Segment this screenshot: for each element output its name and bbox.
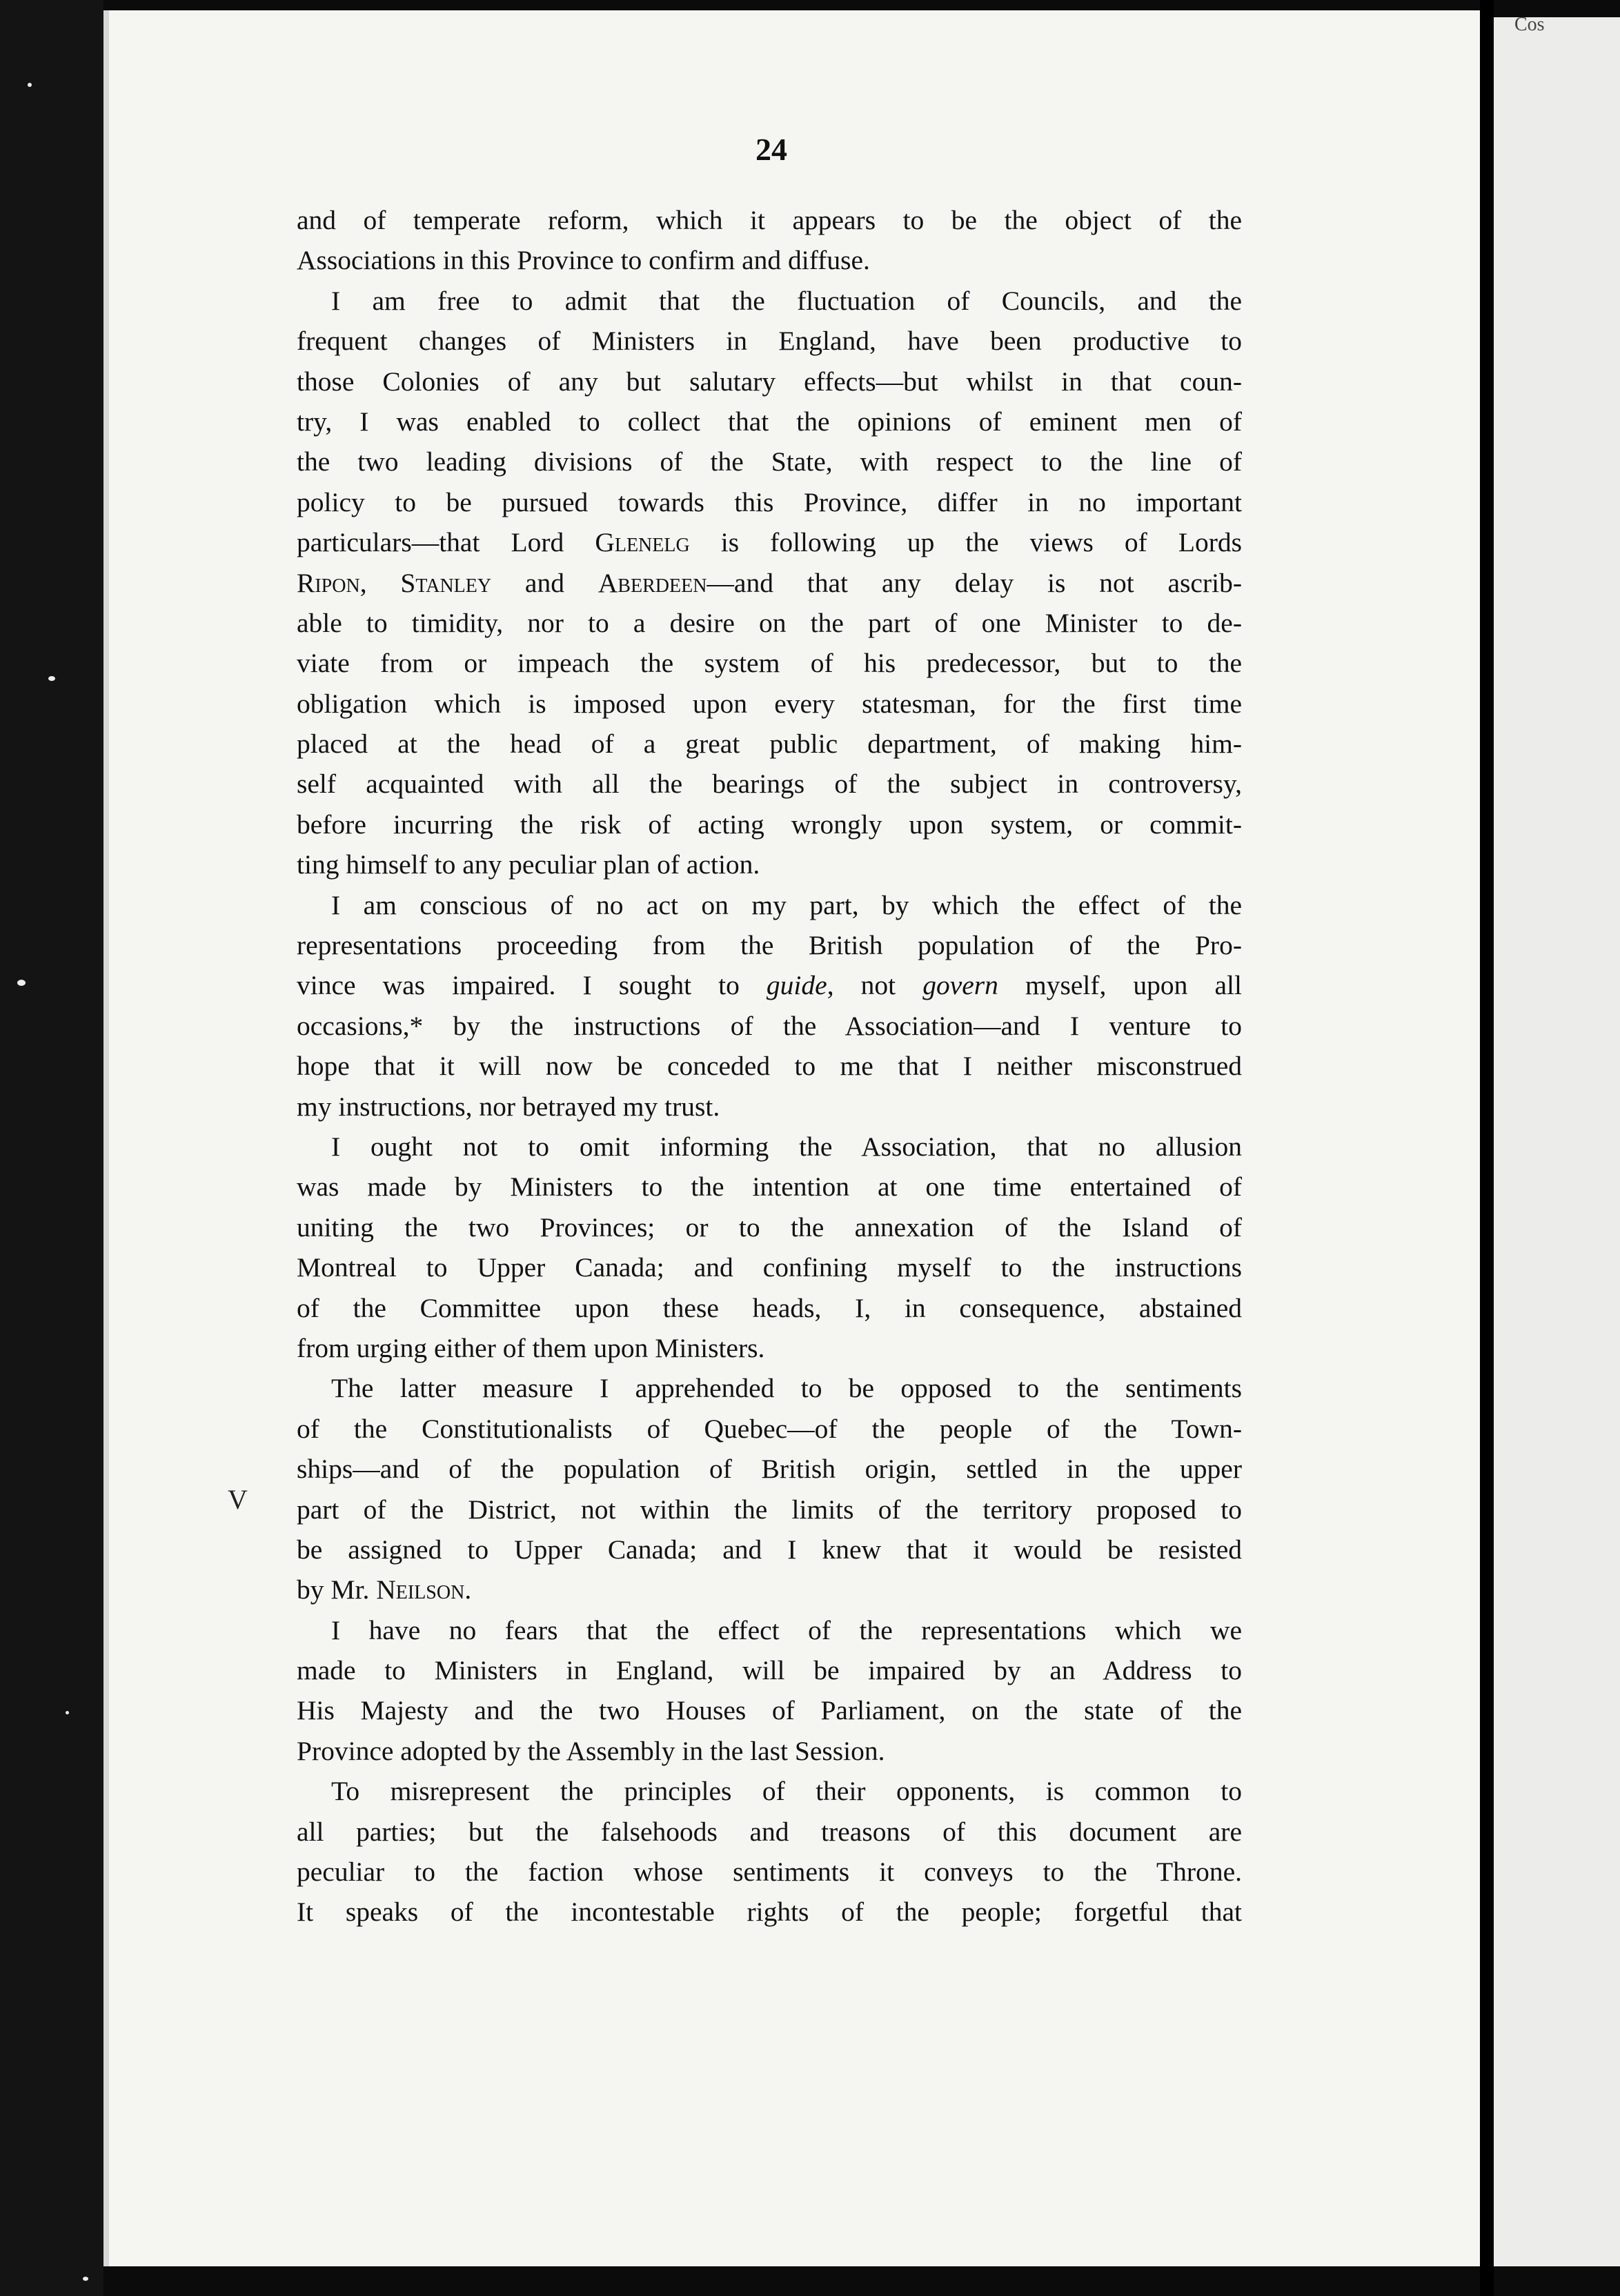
paragraph-start: I have no fears that the effect of the representations which we [331, 1614, 1242, 1645]
text-line: Province adopted by the Assembly in the last Session. [297, 1735, 885, 1766]
text-line: from urging either of them upon Ministers. [297, 1332, 765, 1363]
name-ripon: Ripon [297, 567, 360, 598]
text-line [297, 522, 1242, 562]
scan-speck [66, 1711, 69, 1714]
scan-speck [28, 83, 32, 87]
text-fragment: and [491, 567, 598, 598]
text-line: and of temperate reform, which it appears to be the object of the [297, 205, 1242, 235]
text-line: be assigned to Upper Canada; and I knew that it would be resisted [297, 1534, 1242, 1565]
text-line: Associations in this Province to confirm and diffuse. [297, 245, 870, 276]
text-fragment: vince was impaired. I sought to [297, 970, 767, 1001]
text-line: obligation which is imposed upon every statesman, for the first time [297, 688, 1242, 719]
text-line: peculiar to the faction whose sentiments it conveys to the Throne. [297, 1857, 1242, 1888]
text-line: frequent changes of Ministers in England, have been productive to [297, 326, 1242, 357]
name-stanley: Stanley [400, 567, 492, 598]
text-line: His Majesty and the two Houses of Parliament, on the state of the [297, 1695, 1242, 1726]
book-binding [1480, 0, 1494, 2296]
text-fragment: particulars—that Lord [297, 527, 595, 558]
paragraph-start: The latter measure I apprehended to be opposed to the sentiments [331, 1373, 1242, 1404]
text-line: part of the District, not within the limits of the territory proposed to [297, 1494, 1242, 1525]
text-line: ships—and of the population of British origin, settled in the upper [297, 1454, 1242, 1485]
scan-left-edge [0, 0, 103, 2296]
text-line: representations proceeding from the British population of the Pro- [297, 930, 1242, 961]
text-line: all parties; but the falsehoods and treasons of this document are [297, 1816, 1242, 1847]
facing-page-fragment: Cos [1514, 14, 1545, 35]
text-line: placed at the head of a great public department, of making him- [297, 729, 1242, 760]
italic-govern: govern [922, 970, 998, 1001]
text-line: uniting the two Provinces; or to the annexation of the Island of [297, 1211, 1242, 1243]
name-neilson: Neilson [376, 1574, 465, 1605]
text-line: occasions,* by the instructions of the Association—and I venture to [297, 1010, 1242, 1041]
text-line: self acquainted with all the bearings of the subject in controversy, [297, 769, 1242, 800]
text-line: ting himself to any peculiar plan of action. [297, 849, 760, 880]
text-line: viate from or impeach the system of his predecessor, but to the [297, 648, 1242, 679]
paragraph-start: To misrepresent the principles of their opponents, is common to [331, 1776, 1242, 1807]
text-line: my instructions, nor betrayed my trust. [297, 1091, 720, 1122]
text-fragment: myself, upon all [998, 970, 1242, 1001]
text-line: of the Constitutionalists of Quebec—of the people of the Town- [297, 1413, 1242, 1444]
text-line: made to Ministers in England, will be impaired by an Address to [297, 1655, 1242, 1686]
text-line: It speaks of the incontestable rights of the people; forgetful that [297, 1897, 1242, 1928]
text-line [297, 965, 1242, 1005]
name-aberdeen: Aberdeen [597, 567, 707, 598]
paragraph-start: I am free to admit that the fluctuation of Councils, and the [331, 285, 1242, 316]
text-fragment: —and that any delay is not ascrib- [707, 567, 1242, 598]
name-glenelg: Glenelg [595, 527, 690, 558]
text-line: the two leading divisions of the State, with respect to the line of [297, 446, 1242, 477]
text-line: try, I was enabled to collect that the opinions of eminent men of [297, 406, 1242, 437]
text-line: was made by Ministers to the intention at one time entertained of [297, 1171, 1242, 1203]
margin-check-mark: V [228, 1484, 248, 1515]
text-line: before incurring the risk of acting wrongly upon system, or commit- [297, 809, 1242, 840]
page-number: 24 [755, 132, 787, 167]
text-line: of the Committee upon these heads, I, in consequence, abstained [297, 1292, 1242, 1323]
scan-speck [83, 2277, 88, 2281]
scan-speck [48, 676, 55, 681]
text-fragment: is following up the views of Lords [689, 527, 1242, 558]
text-line: able to timidity, nor to a desire on the part of one Minister to de- [297, 607, 1242, 638]
text-line [297, 1570, 1242, 1610]
body-text [297, 200, 1242, 1932]
text-fragment: , [359, 567, 401, 598]
text-fragment: , not [827, 970, 923, 1001]
text-line [297, 563, 1242, 603]
text-fragment: by Mr. [297, 1574, 377, 1605]
text-line: policy to be pursued towards this Province, differ in no important [297, 486, 1242, 517]
text-line: Montreal to Upper Canada; and confining myself to the instructions [297, 1252, 1242, 1283]
text-line: hope that it will now be conceded to me that I neither misconstrued [297, 1051, 1242, 1082]
scan-speck [17, 980, 26, 986]
text-fragment: . [464, 1574, 472, 1605]
facing-page-edge [1494, 17, 1620, 2266]
paragraph-start: I ought not to omit informing the Association, that no allusion [331, 1131, 1242, 1162]
text-line: those Colonies of any but salutary effects—but whilst in that coun- [297, 366, 1242, 397]
italic-guide: guide [766, 970, 827, 1001]
paragraph-start: I am conscious of no act on my part, by which the effect of the [331, 889, 1242, 920]
